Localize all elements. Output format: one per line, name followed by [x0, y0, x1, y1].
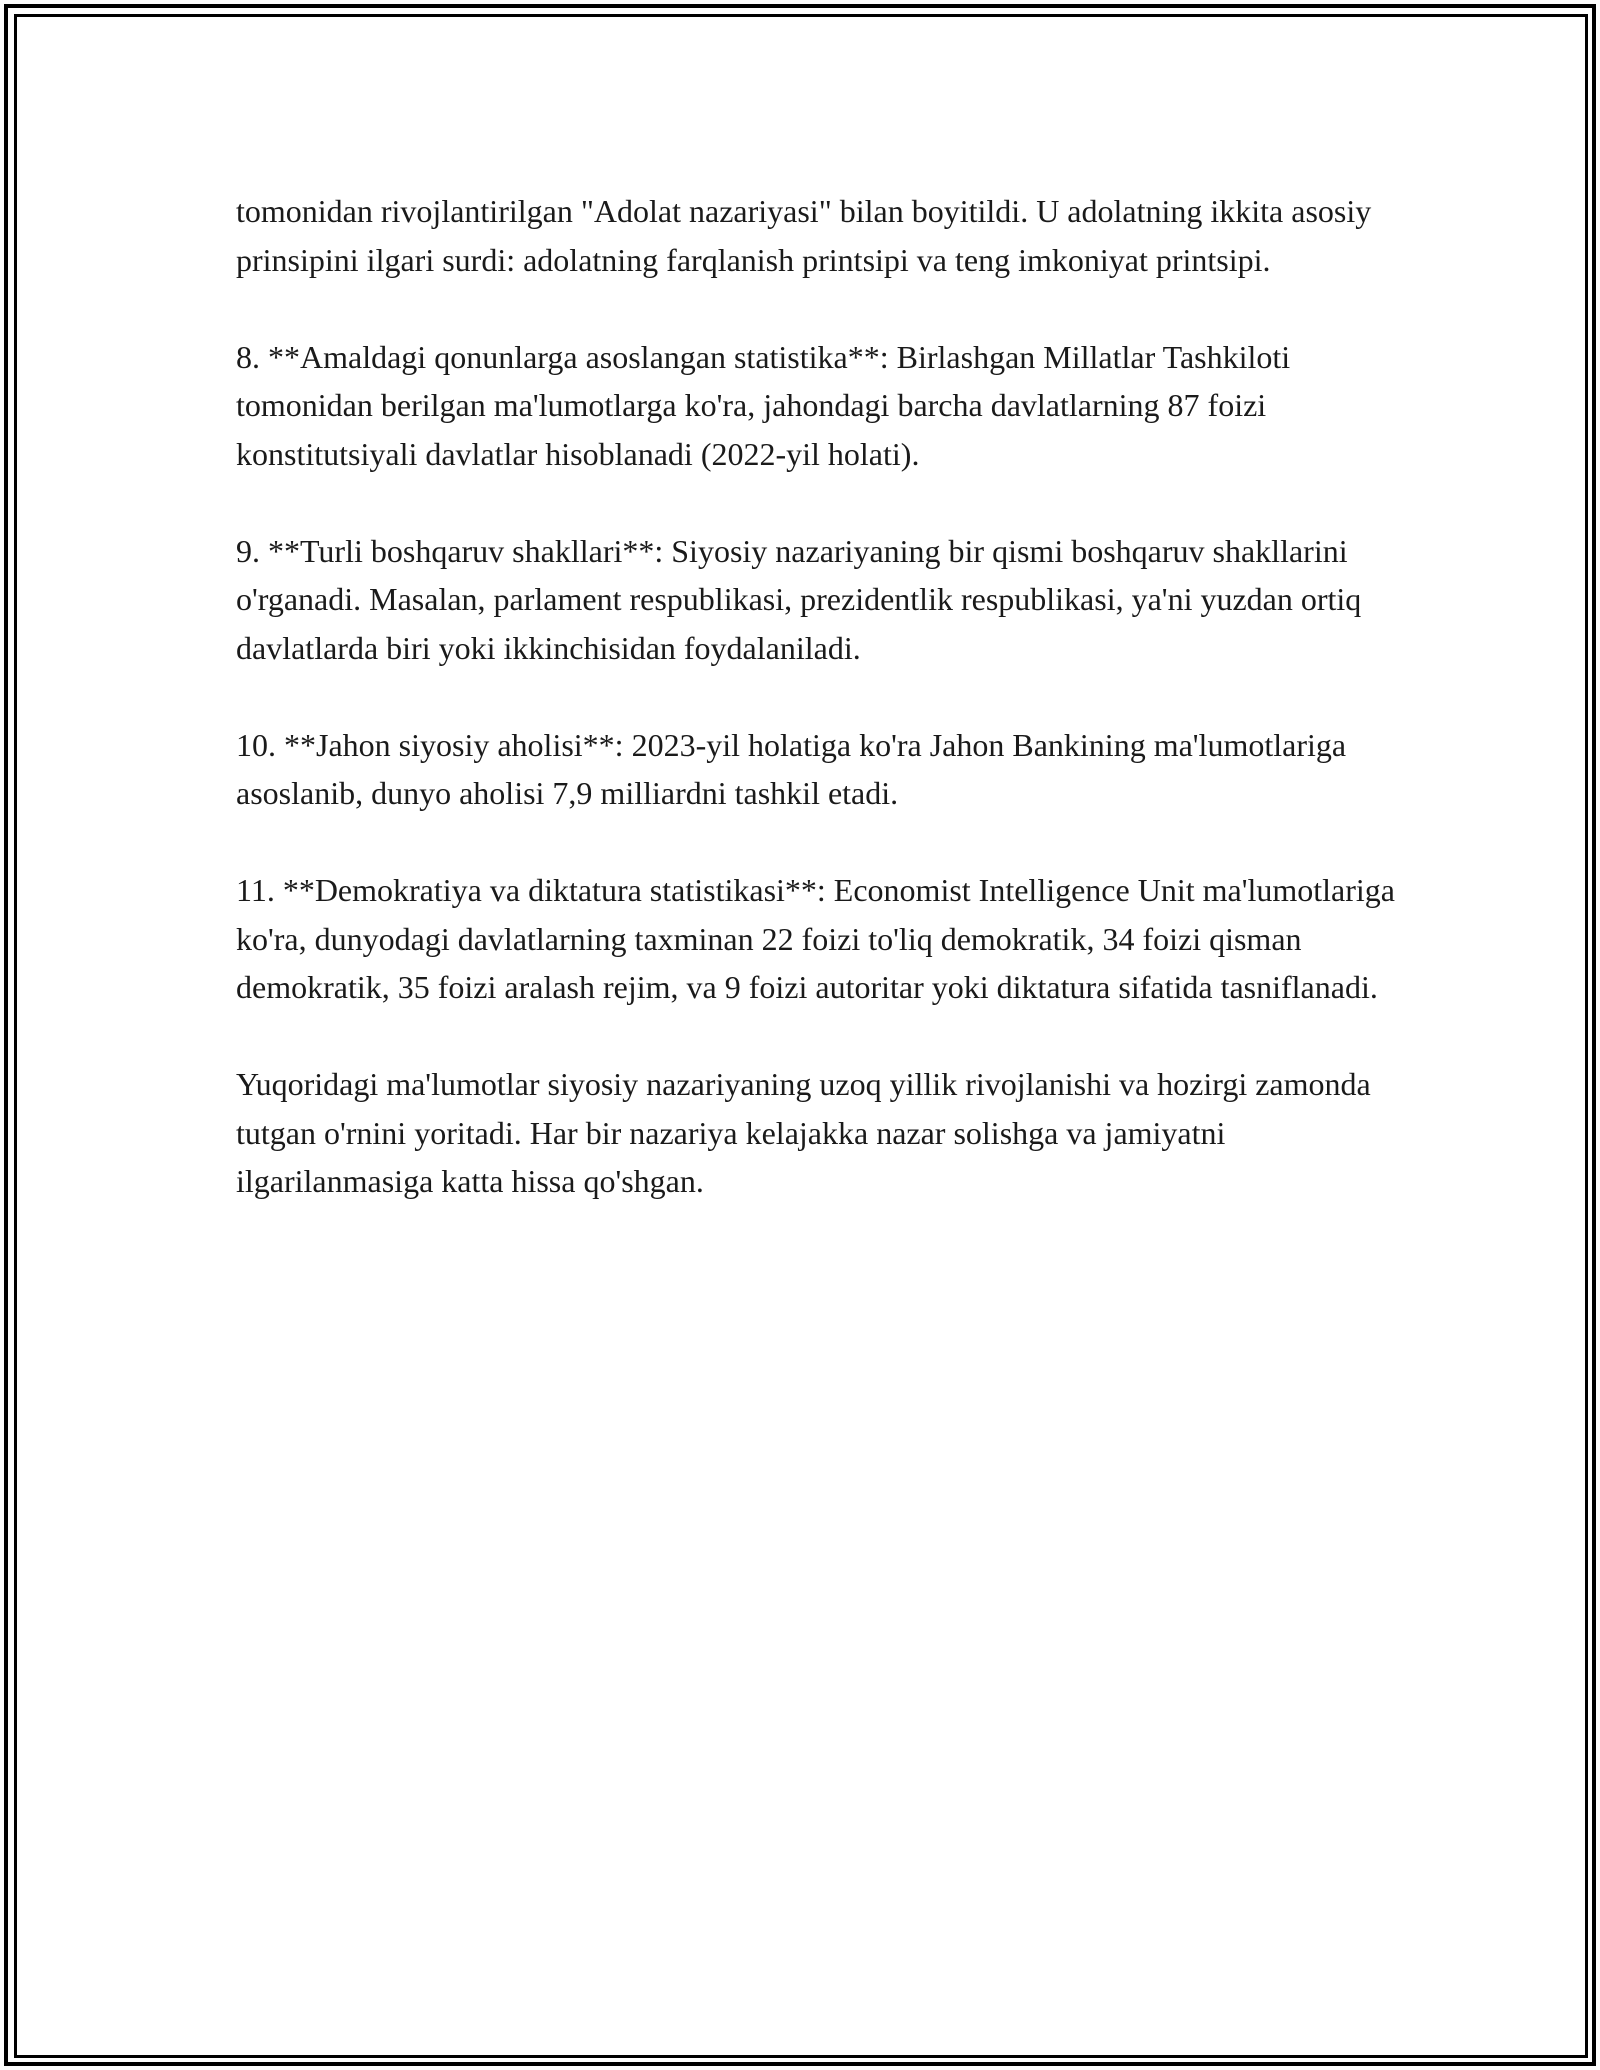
- paragraph-item-11: 11. **Demokratiya va diktatura statistikasi**: Economist Intelligence Unit ma'lumotlariga ko'ra, dunyodagi davlatlarning taxminan 22 foizi to'liq demokratik, 34 foizi qisman demokratik, 35 foizi aralash rejim, va 9 foizi autoritar yoki diktatura sifatida tasniflanadi.: [236, 872, 1395, 1005]
- paragraph-item-10: 10. **Jahon siyosiy aholisi**: 2023-yil holatiga ko'ra Jahon Bankining ma'lumotlariga asoslanib, dunyo aholisi 7,9 milliardni tashkil etadi.: [236, 726, 1347, 811]
- paragraph-adolat-nazariyasi: tomonidan rivojlantirilgan "Adolat nazariyasi" bilan boyitildi. U adolatning ikkita asosiy prinsipini ilgari surdi: adolatning farqlanish printsipi va teng imkoniyat printsipi.: [236, 193, 1372, 278]
- paragraph-item-8: 8. **Amaldagi qonunlarga asoslangan statistika**: Birlashgan Millatlar Tashkiloti tomonidan berilgan ma'lumotlarga ko'ra, jahondagi barcha davlatlarning 87 foizi konstitutsiyali davlatlar hisoblanadi (2022-yil holati).: [236, 338, 1291, 472]
- document-body: [236, 187, 1396, 1254]
- paragraph-item-9: 9. **Turli boshqaruv shakllari**: Siyosiy nazariyaning bir qismi boshqaruv shakllarini o'rganadi. Masalan, parlament respublikasi, prezidentlik respublikasi, ya'ni yuzdan ortiq davlatlarda biri yoki ikkinchisidan foydalaniladi.: [236, 532, 1362, 666]
- paragraph-conclusion: Yuqoridagi ma'lumotlar siyosiy nazariyaning uzoq yillik rivojlanishi va hozirgi zamonda tutgan o'rnini yoritadi. Har bir nazariya kelajakka nazar solishga va jamiyatni ilgarilanmasiga katta hissa qo'shgan.: [236, 1066, 1371, 1199]
